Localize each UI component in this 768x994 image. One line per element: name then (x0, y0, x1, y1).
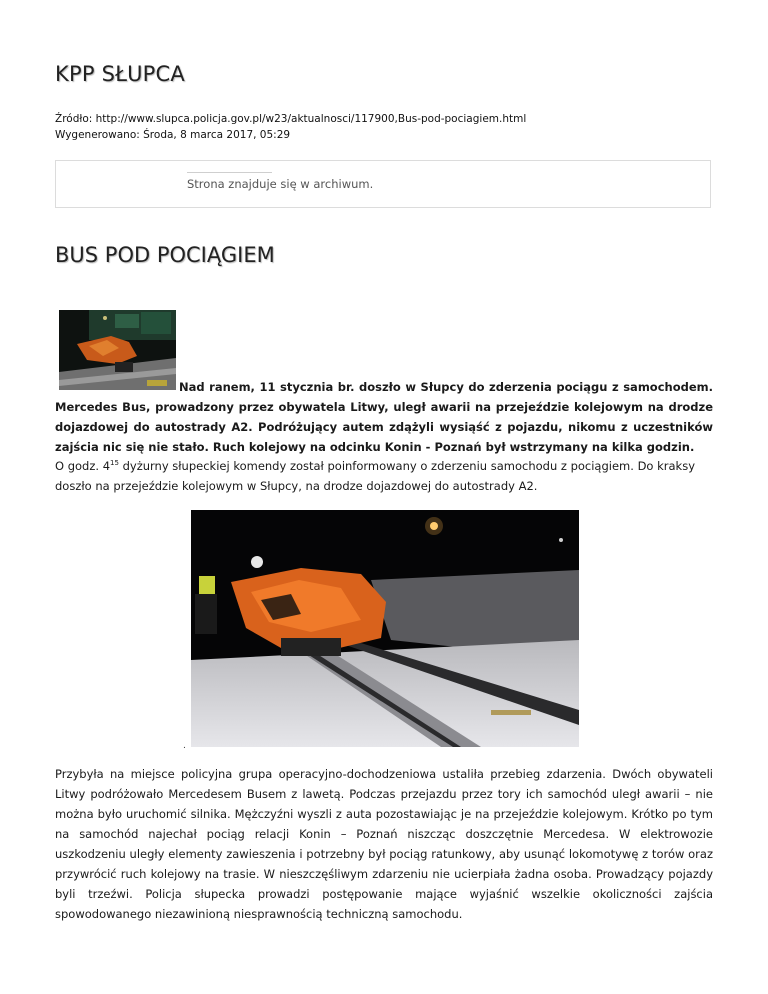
site-title: KPP SŁUPCA (55, 62, 185, 86)
article-lead (55, 377, 713, 457)
article-paragraph-2: Przybyła na miejsce policyjna grupa operacyjno-dochodzeniowa ustaliła przebieg zdarzenia. Dwóch obywateli Litwy podróżowało Mercedesem Busem z lawetą. Podczas przejazdu przez tory ich samochód uległ awarii – nie można było uruchomić silnika. Mężczyźni wyszli z auta pozostawiając je na przejeździe kolejowym. Krótko po tym na samochód najechał pociąg relacji Konin – Poznań niszcząc doszczętnie Mercedesa. W elektrowozie uszkodzeniu uległy elementy zawieszenia i potrzebny był pociąg ratunkowy, aby usunąć lokomotywę z torów oraz przywrócić ruch kolejowy na trasie. W nieszczęśliwym zdarzeniu nie ucierpiała żadna osoba. Prowadzący pojazdy byli trzeźwi. Policja słupecka prowadzi postępowanie mające wyjaśnić wszelkie okoliczności zajścia spowodowanego niezawinioną niesprawnością techniczną samochodu. (55, 767, 713, 921)
article-paragraph-1 (55, 456, 713, 496)
print-meta (55, 111, 526, 143)
crash-photo (191, 510, 579, 747)
photo-caption: . (183, 741, 186, 751)
archive-notice-box (55, 160, 711, 208)
p1-rest: dyżurny słupeckiej komendy został poinformowany o zderzeniu samochodu z pociągiem. Do kraksy doszło na przejeździe kolejowym w Słupcy, na drodze dojazdowej do autostrady A2. (55, 459, 696, 493)
source-url: Źródło: http://www.slupca.policja.gov.pl/w23/aktualnosci/117900,Bus-pod-pociagiem.html (55, 113, 527, 125)
crash-scene-image (191, 510, 579, 747)
archive-divider (187, 172, 272, 173)
p1-start: O godz. 4 (55, 459, 111, 473)
generated-date: Wygenerowano: Środa, 8 marca 2017, 05:29 (55, 129, 291, 141)
lead-text: Nad ranem, 11 stycznia br. doszło w Słupcy do zderzenia pociągu z samochodem. Mercedes Bus, prowadzony przez obywatela Litwy, uległ awarii na przejeździe kolejowym na drodze dojazdowej do autostrady A2. Podróżujący autem zdążyli wysiąść z pojazdu, nikomu z uczestników zajścia nic się nie stało. Ruch kolejowy na odcinku Konin - Poznań był wstrzymany na kilka godzin. (55, 380, 713, 454)
article-title: BUS POD POCIĄGIEM (55, 243, 275, 267)
archive-notice: Strona znajduje się w archiwum. (187, 177, 374, 191)
time-minutes: 15 (110, 459, 119, 468)
